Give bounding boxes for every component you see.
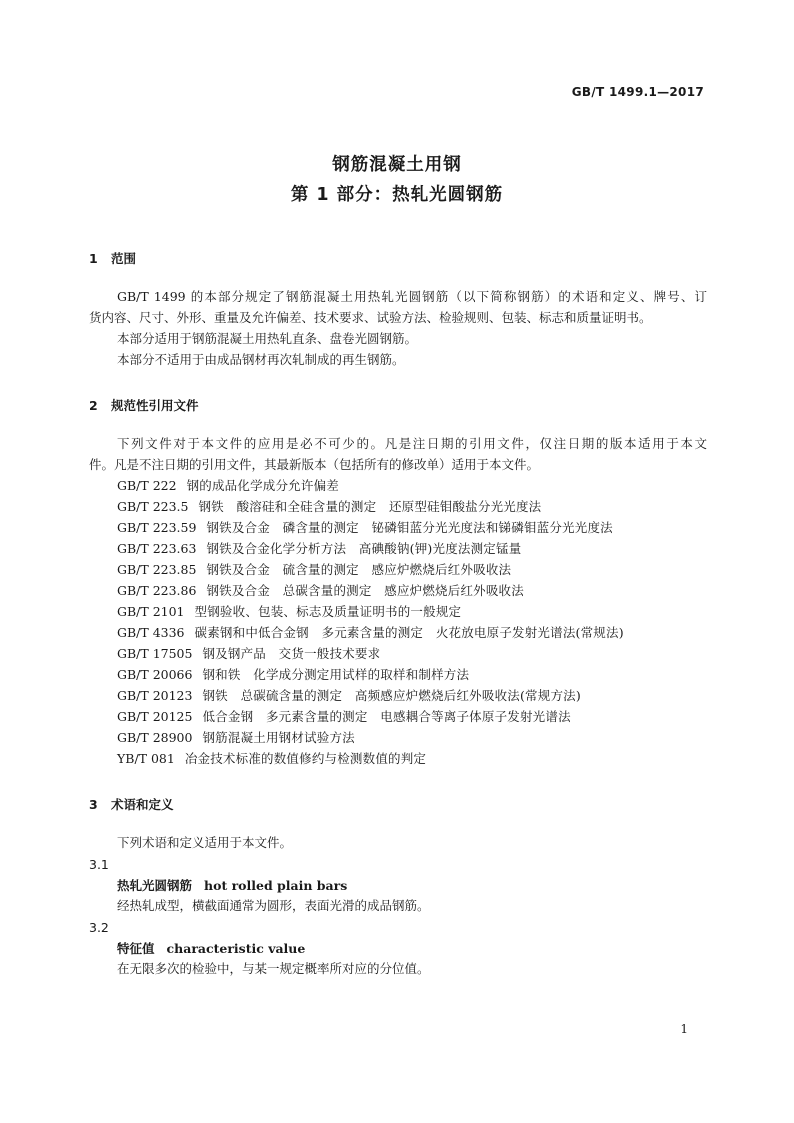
ref-code: GB/T 223.86 — [117, 583, 197, 598]
ref-code: GB/T 20125 — [117, 709, 193, 724]
ref-title: 钢铁 总碳硫含量的测定 高频感应炉燃烧后红外吸收法(常规方法) — [202, 688, 581, 703]
refs-intro-line1: 下列文件对于本文件的应用是必不可少的。凡是注日期的引用文件，仅注日期的版本适用于本文 — [117, 436, 707, 451]
ref-code: GB/T 4336 — [117, 625, 185, 640]
ref-code: GB/T 28900 — [117, 730, 193, 745]
ref-title: 钢铁及合金 总碳含量的测定 感应炉燃烧后红外吸收法 — [206, 583, 524, 598]
ref-code: GB/T 223.5 — [117, 499, 189, 514]
doc-title-line2: 第 1 部分：热轧光圆钢筋 — [290, 185, 504, 205]
section-2-number: 2 — [89, 398, 98, 413]
terms-intro: 下列术语和定义适用于本文件。 — [117, 835, 293, 850]
ref-item — [117, 728, 355, 748]
ref-item — [117, 539, 521, 559]
section-3-number: 3 — [89, 797, 98, 812]
ref-item — [117, 707, 571, 727]
ref-item — [117, 581, 524, 601]
ref-code: GB/T 20066 — [117, 667, 193, 682]
ref-title: 钢和铁 化学成分测定用试样的取样和制样方法 — [202, 667, 470, 682]
page-number: 1 — [680, 1022, 688, 1036]
term-number: 3.1 — [89, 857, 109, 872]
ref-code: GB/T 223.85 — [117, 562, 197, 577]
ref-title: 钢铁及合金 硫含量的测定 感应炉燃烧后红外吸收法 — [206, 562, 512, 577]
ref-code: YB/T 081 — [117, 751, 175, 766]
ref-item — [117, 560, 511, 580]
ref-code: GB/T 223.59 — [117, 520, 197, 535]
ref-item — [117, 686, 581, 706]
refs-intro-line2: 件。凡是不注日期的引用文件，其最新版本（包括所有的修改单）适用于本文件。 — [89, 457, 540, 472]
ref-code: GB/T 2101 — [117, 604, 185, 619]
section-1-title: 范围 — [111, 251, 137, 266]
ref-title: 碳素钢和中低合金钢 多元素含量的测定 火花放电原子发射光谱法(常规法) — [194, 625, 624, 640]
doc-title-line1: 钢筋混凝土用钢 — [332, 155, 462, 175]
ref-title: 钢及钢产品 交货一般技术要求 — [202, 646, 381, 661]
term-definition: 经热轧成型，横截面通常为圆形，表面光滑的成品钢筋。 — [117, 898, 430, 913]
term-name-en: characteristic value — [166, 941, 306, 956]
ref-item — [117, 602, 461, 622]
term-name-en: hot rolled plain bars — [204, 878, 348, 893]
ref-title: 冶金技术标准的数值修约与检测数值的判定 — [184, 751, 427, 766]
term-name-zh: 特征值 — [117, 941, 155, 956]
ref-title: 钢的成品化学成分允许偏差 — [186, 478, 339, 493]
scope-paragraph-3: 本部分不适用于由成品钢材再次轧制成的再生钢筋。 — [117, 352, 405, 367]
ref-title: 型钢验收、包装、标志及质量证明书的一般规定 — [194, 604, 462, 619]
term-name — [117, 876, 347, 894]
ref-title: 钢铁 酸溶硅和全硅含量的测定 还原型硅钼酸盐分光光度法 — [198, 499, 542, 514]
ref-item — [117, 644, 380, 664]
ref-code: GB/T 222 — [117, 478, 177, 493]
ref-item — [117, 476, 339, 496]
scope-paragraph-2: 本部分适用于钢筋混凝土用热轧直条、盘卷光圆钢筋。 — [117, 331, 418, 346]
ref-code: GB/T 17505 — [117, 646, 193, 661]
section-2-title: 规范性引用文件 — [111, 398, 199, 413]
term-name-zh: 热轧光圆钢筋 — [117, 878, 193, 893]
term-number: 3.2 — [89, 920, 109, 935]
scope-paragraph-line1: GB/T 1499 的本部分规定了钢筋混凝土用热轧光圆钢筋（以下简称钢筋）的术语和定义、牌号、订 — [117, 289, 707, 304]
section-3-heading — [89, 795, 174, 813]
section-1-number: 1 — [89, 251, 98, 266]
section-2-heading — [89, 396, 199, 414]
scope-paragraph-line2: 货内容、尺寸、外形、重量及允许偏差、技术要求、试验方法、检验规则、包装、标志和质量证明书。 — [89, 310, 652, 325]
ref-item — [117, 749, 426, 769]
standard-code: GB/T 1499.1—2017 — [571, 85, 704, 99]
ref-code: GB/T 20123 — [117, 688, 193, 703]
ref-item — [117, 665, 469, 685]
ref-item — [117, 623, 624, 643]
term-definition: 在无限多次的检验中，与某一规定概率所对应的分位值。 — [117, 961, 430, 976]
section-3-title: 术语和定义 — [111, 797, 174, 812]
ref-item — [117, 518, 613, 538]
ref-item — [117, 497, 541, 517]
ref-title: 钢铁及合金化学分析方法 高碘酸钠(钾)光度法测定锰量 — [206, 541, 522, 556]
ref-title: 钢筋混凝土用钢材试验方法 — [202, 730, 355, 745]
term-name — [117, 939, 305, 957]
ref-code: GB/T 223.63 — [117, 541, 197, 556]
section-1-heading — [89, 249, 136, 267]
ref-title: 低合金钢 多元素含量的测定 电感耦合等离子体原子发射光谱法 — [202, 709, 571, 724]
ref-title: 钢铁及合金 磷含量的测定 铋磷钼蓝分光光度法和锑磷钼蓝分光光度法 — [206, 520, 613, 535]
